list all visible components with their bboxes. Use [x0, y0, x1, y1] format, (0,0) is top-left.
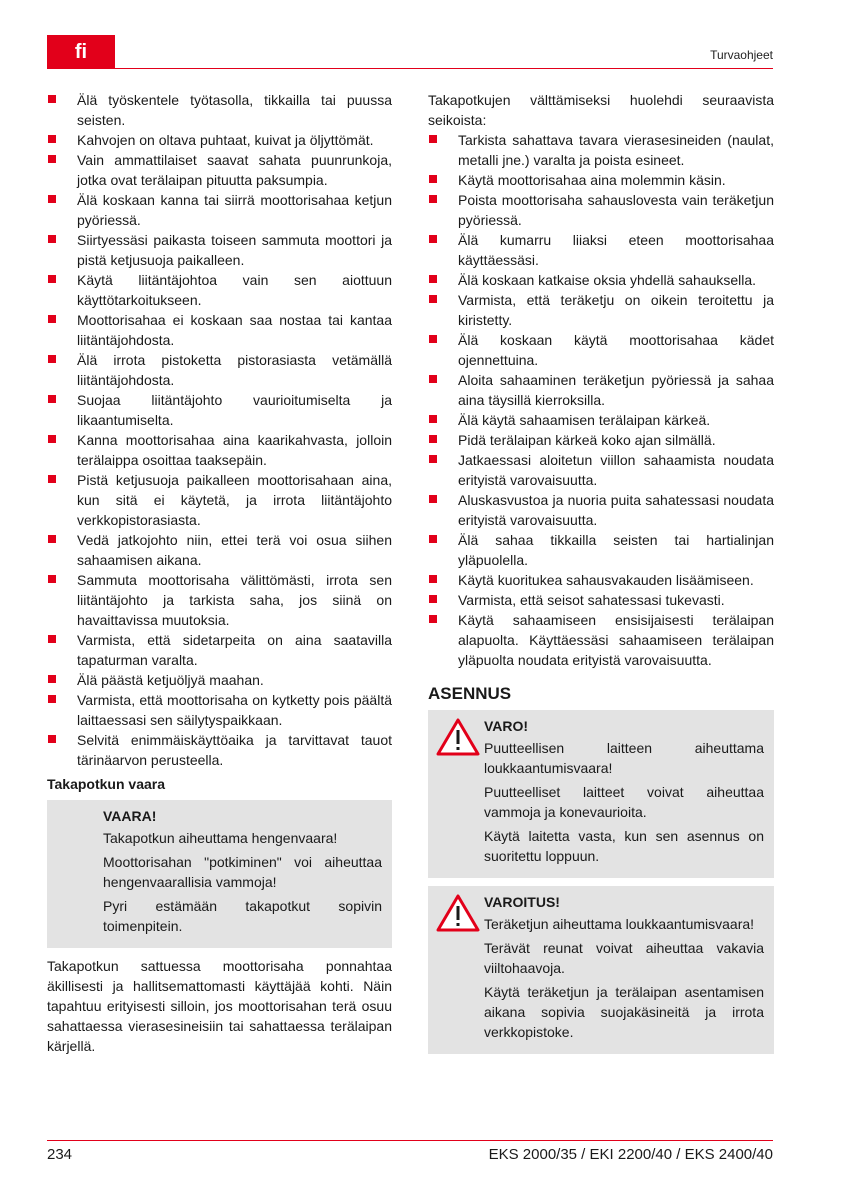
list-item: Pistä ketjusuoja paikalleen moottorisahaan aina, kun sitä ei käytetä, ja irrota liitäntäjohto verkkopistorasiasta. [47, 470, 392, 530]
right-column [428, 90, 774, 1062]
list-item: Älä sahaa tikkailla seisten tai hartialinjan yläpuolella. [428, 530, 774, 570]
list-item: Käytä sahaamiseen ensisijaisesti terälaipan alapuolta. Käyttäessäsi sahaamiseen terälaipan yläpuolta noudata erityistä varovaisuutta. [428, 610, 774, 670]
bullet-square-icon [429, 575, 437, 583]
bullet-square-icon [48, 675, 56, 683]
list-item: Älä työskentele työtasolla, tikkailla tai puussa seisten. [47, 90, 392, 130]
caution-box [428, 710, 774, 878]
bullet-square-icon [48, 155, 56, 163]
bullet-square-icon [429, 175, 437, 183]
bullet-square-icon [429, 595, 437, 603]
danger-box-line: Takapotkun aiheuttama hengenvaara! [103, 830, 338, 846]
bullet-square-icon [48, 95, 56, 103]
bullet-square-icon [429, 295, 437, 303]
warning-triangle-icon [436, 894, 480, 932]
list-item: Siirtyessäsi paikasta toiseen sammuta moottori ja pistä ketjusuoja paikalleen. [47, 230, 392, 270]
bullet-square-icon [48, 315, 56, 323]
bullet-square-icon [429, 495, 437, 503]
warning-box-line: Teräketjun aiheuttama loukkaantumisvaara! [484, 916, 755, 932]
header-title: Turvaohjeet [710, 48, 773, 62]
warning-box [428, 886, 774, 1054]
list-item: Jatkaessasi aloitetun viillon sahaamista noudata erityistä varovaisuutta. [428, 450, 774, 490]
caution-box-title: VARO! [484, 718, 529, 734]
bullet-square-icon [429, 135, 437, 143]
list-item: Käytä moottorisahaa aina molemmin käsin. [428, 170, 774, 190]
list-item: Älä koskaan käytä moottorisahaa kädet ojennettuina. [428, 330, 774, 370]
left-bullet-list [47, 90, 392, 770]
section-heading-asennus: ASENNUS [428, 684, 512, 703]
kickback-paragraph: Takapotkun sattuessa moottorisaha ponnahtaa äkillisesti ja hallitsemattomasti käyttäjää kohti. Näin tapahtuu erityisesti silloin, jos moottorisahan terä osuu sahattaessa vierasesineisiin tai sahattaessa terälaipan kärjellä. [47, 958, 392, 1054]
list-item: Tarkista sahattava tavara vierasesineiden (naulat, metalli jne.) varalta ja poista esineet. [428, 130, 774, 170]
caution-box-line: Puutteellisen laitteen aiheuttama loukkaantumisvaara! [484, 740, 764, 776]
list-item: Vain ammattilaiset saavat sahata puunrunkoja, jotka ovat terälaipan pituutta paksumpia. [47, 150, 392, 190]
bullet-square-icon [48, 235, 56, 243]
page-number: 234 [47, 1146, 73, 1163]
bullet-square-icon [48, 275, 56, 283]
left-column [47, 90, 392, 1056]
bullet-square-icon [429, 375, 437, 383]
list-item: Kanna moottorisahaa aina kaarikahvasta, jolloin terälaippa osoittaa taaksepäin. [47, 430, 392, 470]
list-item: Aluskasvustoa ja nuoria puita sahatessasi noudata erityistä varovaisuutta. [428, 490, 774, 530]
list-item: Varmista, että sidetarpeita on aina saatavilla tapaturman varalta. [47, 630, 392, 670]
list-item: Sammuta moottorisaha välittömästi, irrota sen liitäntäjohto ja tarkista saha, jos siinä on havaittavissa muutoksia. [47, 570, 392, 630]
list-item: Älä irrota pistoketta pistorasiasta vetämällä liitäntäjohdosta. [47, 350, 392, 390]
warning-box-line: Käytä teräketjun ja terälaipan asentamisen aikana sopivia suojakäsineitä ja irrota verkkopistoke. [484, 984, 764, 1040]
kickback-intro: Takapotkujen välttämiseksi huolehdi seuraavista seikoista: [428, 92, 774, 128]
list-item: Älä koskaan katkaise oksia yhdellä sahauksella. [428, 270, 774, 290]
danger-box-title: VAARA! [103, 808, 157, 824]
list-item: Suojaa liitäntäjohto vaurioitumiselta ja likaantumiselta. [47, 390, 392, 430]
bullet-square-icon [48, 695, 56, 703]
warning-triangle-icon [436, 718, 480, 756]
bullet-square-icon [48, 475, 56, 483]
bullet-square-icon [48, 395, 56, 403]
bullet-square-icon [429, 615, 437, 623]
list-item: Älä koskaan kanna tai siirrä moottorisahaa ketjun pyöriessä. [47, 190, 392, 230]
bullet-square-icon [429, 275, 437, 283]
bullet-square-icon [48, 635, 56, 643]
list-item: Käytä liitäntäjohtoa vain sen aiottuun käyttötarkoitukseen. [47, 270, 392, 310]
bullet-square-icon [429, 235, 437, 243]
language-tab: fi [47, 35, 115, 69]
bullet-square-icon [48, 435, 56, 443]
bullet-square-icon [429, 435, 437, 443]
list-item: Kahvojen on oltava puhtaat, kuivat ja öljyttömät. [47, 130, 392, 150]
footer-divider [47, 1140, 773, 1141]
bullet-square-icon [429, 335, 437, 343]
list-item: Varmista, että moottorisaha on kytketty pois päältä laittaessasi sen säilytyspaikkaan. [47, 690, 392, 730]
list-item: Varmista, että seisot sahatessasi tukevasti. [428, 590, 774, 610]
bullet-square-icon [48, 195, 56, 203]
bullet-square-icon [48, 575, 56, 583]
list-item: Älä päästä ketjuöljyä maahan. [47, 670, 392, 690]
list-item: Vedä jatkojohto niin, ettei terä voi osua siihen sahaamisen aikana. [47, 530, 392, 570]
header-divider [47, 68, 773, 69]
list-item: Älä kumarru liiaksi eteen moottorisahaa käyttäessäsi. [428, 230, 774, 270]
right-bullet-list [428, 130, 774, 670]
bullet-square-icon [48, 735, 56, 743]
list-item: Moottorisahaa ei koskaan saa nostaa tai kantaa liitäntäjohdosta. [47, 310, 392, 350]
list-item: Poista moottorisaha sahauslovesta vain teräketjun pyöriessä. [428, 190, 774, 230]
warning-box-title: VAROITUS! [484, 894, 560, 910]
list-item: Selvitä enimmäiskäyttöaika ja tarvittavat tauot tärinäarvon perusteella. [47, 730, 392, 770]
danger-box-line: Pyri estämään takapotkut sopivin toimenpitein. [103, 898, 382, 934]
bullet-square-icon [429, 415, 437, 423]
danger-box [47, 800, 392, 948]
list-item: Käytä kuoritukea sahausvakauden lisäämiseen. [428, 570, 774, 590]
bullet-square-icon [429, 455, 437, 463]
danger-box-line: Moottorisahan "potkiminen" voi aiheuttaa hengenvaarallisia vammoja! [103, 854, 382, 890]
bullet-square-icon [429, 195, 437, 203]
bullet-square-icon [429, 535, 437, 543]
kickback-heading: Takapotkun vaara [47, 776, 166, 792]
list-item: Varmista, että teräketju on oikein teroitettu ja kiristetty. [428, 290, 774, 330]
bullet-square-icon [48, 135, 56, 143]
list-item: Aloita sahaaminen teräketjun pyöriessä ja sahaa aina täysillä kierroksilla. [428, 370, 774, 410]
bullet-square-icon [48, 535, 56, 543]
list-item: Älä käytä sahaamisen terälaipan kärkeä. [428, 410, 774, 430]
caution-box-line: Käytä laitetta vasta, kun sen asennus on suoritettu loppuun. [484, 828, 764, 864]
bullet-square-icon [48, 355, 56, 363]
warning-box-line: Terävät reunat voivat aiheuttaa vakavia viiltohaavoja. [484, 940, 764, 976]
model-names: EKS 2000/35 / EKI 2200/40 / EKS 2400/40 [488, 1146, 773, 1163]
list-item: Pidä terälaipan kärkeä koko ajan silmällä. [428, 430, 774, 450]
caution-box-line: Puutteelliset laitteet voivat aiheuttaa vammoja ja konevaurioita. [484, 784, 764, 820]
